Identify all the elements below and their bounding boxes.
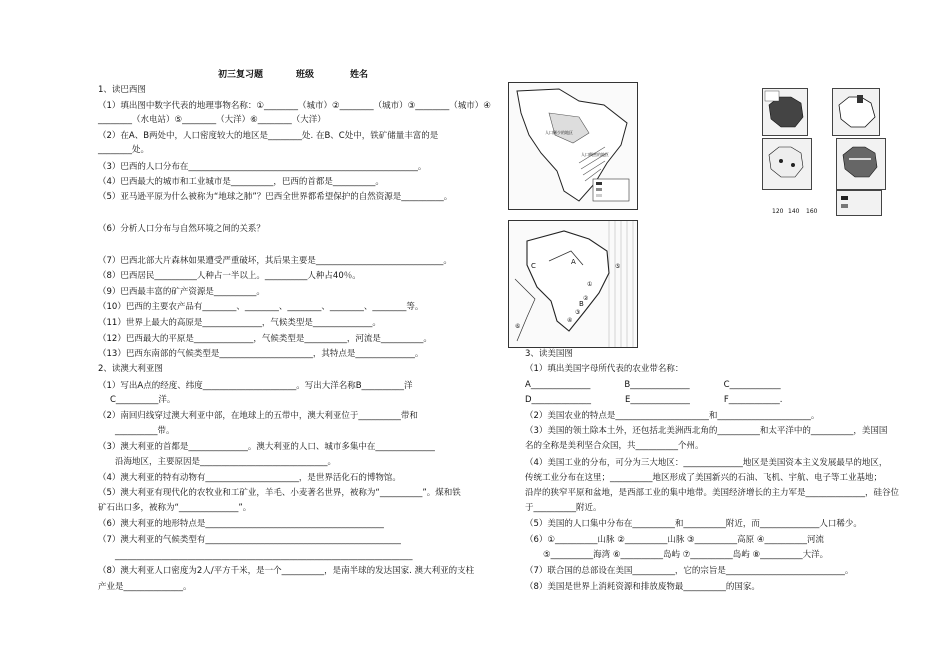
australia-agriculture-map [836, 138, 886, 190]
q1-5: （5）亚马逊平原为什么被称为“地球之肺”？巴西全世界都希望保护的自然资源是__________。 [98, 192, 453, 202]
q2-3-line2: 沿海地区，主要原因是______________________________。 [115, 457, 337, 467]
q3-1: （1）填出美国字母所代表的农业带名称： [525, 364, 684, 374]
brazil-label-3: ③ [575, 309, 581, 316]
brazil-label-c: C [531, 262, 536, 270]
brazil-population-map [508, 82, 638, 210]
q1-3: （3）巴西的人口分布在______________________________________________________。 [98, 162, 427, 172]
q3-6-line2: ⑤__________海湾 ⑥__________岛屿 ⑦__________岛屿 ⑧__________大洋。 [543, 550, 829, 560]
q2-2-line1: （2）南回归线穿过澳大利亚中部，在地球上的五带中，澳大利亚位于__________带和 [98, 411, 418, 421]
q1-11: （11）世界上最大的高原是______________，气候类型是______________。 [98, 318, 381, 328]
q3-4-line3: 沿岸的狭窄平原和盆地，是西部工业的集中地带。美国经济增长的主力军是______________，硅谷位 [525, 488, 900, 498]
q3-4-line4: 于__________附近。 [525, 503, 602, 513]
q3-1-abc: A______________ B______________ C____________ [525, 380, 781, 390]
brazil-label-a: A [571, 258, 576, 266]
q2-8-line1: （8）澳大利亚人口密度为2人/平方千米，是一个__________，是南半球的发达国家. 澳大利亚的支柱 [98, 566, 475, 576]
aus-axis-140: 140 [788, 208, 800, 215]
q3-1-def: D______________ E______________ F____________. [525, 395, 783, 405]
q3-4-line1: （4）美国工业的分布，可分为三大地区：______________地区是美国资本主义发展最早的地区， [525, 458, 888, 468]
q3-3-line2: 名的全称是美利坚合众国，共__________个州。 [525, 441, 704, 451]
q1-heading: 1、读巴西图 [98, 85, 146, 95]
aus-axis-160: 160 [806, 208, 818, 215]
q1-6: （6）分析人口分布与自然环境之间的关系？ [98, 224, 265, 234]
q1-13: （13）巴西东南部的气候类型是______________________，其特点是______________。 [98, 349, 424, 359]
q1-2-line2: ________处。 [98, 145, 150, 155]
q3-8: （8）美国是世界上消耗资源和排放废物最__________的国家。 [525, 582, 760, 592]
q2-6: （6）澳大利亚的地形特点是__________________________________________ [98, 519, 384, 529]
australia-legend-box [836, 190, 882, 216]
q2-5-line1: （5）澳大利亚有现代化的农牧业和工矿业，羊毛、小麦著名世界，被称为“__________”。煤和铁 [98, 488, 461, 498]
q1-9: （9）巴西最丰富的矿产资源是__________。 [98, 287, 265, 297]
aus-axis-120: 120 [772, 208, 784, 215]
q3-4-line2: 传统工业分布在这里；__________地区形成了美国新兴的石油、飞机、宇航、电子等工业基地； [525, 473, 883, 483]
q3-6-line1: （6）①__________山脉 ②__________山脉 ③__________高原 ④__________河流 [525, 535, 824, 545]
brazil-label-4: ④ [567, 317, 573, 324]
q2-2-line2: __________带。 [115, 426, 175, 436]
q1-1-line2: ________（水电站）⑤________（大洋）⑥________（大洋） [98, 115, 326, 125]
q3-7: （7）联合国的总部设在美国__________，它的宗旨是____________________________。 [525, 566, 854, 576]
brazil-label-b: B [579, 300, 584, 308]
q2-1-line1: （1）写出A点的经度、纬度______________________。写出大洋名称B__________洋 [98, 381, 413, 391]
q2-8-line2: 产业是______________。 [98, 582, 192, 592]
q1-2-line1: （2）在A、B两处中，人口密度较大的地区是________处. 在B、C处中，铁矿储量丰富的是 [98, 131, 439, 141]
q1-1-line1: （1）填出图中数字代表的地理事物名称：①________（城市）②________（城市）③________（城市）④ [98, 101, 491, 111]
q3-3-line1: （3）美国的领土除本土外，还包括北美洲西北角的__________和太平洋中的__________，美国国 [525, 426, 888, 436]
australia-rainfall-map [762, 88, 808, 136]
q2-7-line2: ______________________________________________________________________ [115, 551, 413, 561]
q1-4: （4）巴西最大的城市和工业城市是__________，巴西的首都是__________。 [98, 177, 384, 187]
q3-heading: 3、读美国图 [525, 349, 573, 359]
q3-2: （2）美国农业的特点是______________________和______________________。 [525, 411, 820, 421]
q2-1-line2: C__________洋。 [110, 395, 176, 405]
class-label: 班级 [296, 70, 315, 80]
q2-heading: 2、读澳大利亚图 [98, 364, 163, 374]
australia-outline-map [832, 88, 880, 136]
q2-5-line2: 矿石出口多，被称为“______________”。 [98, 503, 252, 513]
q2-4: （4）澳大利亚的特有动物有______________________，是世界活化石的博物馆。 [98, 473, 401, 483]
q2-3-line1: （3）澳大利亚的首都是______________。澳大利亚的人口、城市多集中在______________ [98, 442, 435, 452]
map-label-dense: 人口稠密的地区 [581, 152, 609, 157]
q1-12: （12）巴西最大的平原是______________，气候类型是__________，河流是__________。 [98, 334, 432, 344]
brazil-label-1: ① [587, 281, 593, 288]
q3-5: （5）美国的人口集中分布在__________和__________附近，而______________人口稀少。 [525, 519, 862, 529]
page-title: 初三复习题 [218, 70, 264, 80]
q1-8: （8）巴西居民__________人种占一半以上。__________人种占40％。 [98, 271, 361, 281]
brazil-label-6: ⑥ [515, 323, 521, 330]
map-label-sparse: 人口稀少的地区 [545, 130, 573, 135]
brazil-labeled-map [508, 220, 638, 348]
brazil-label-2: ② [583, 295, 589, 302]
q1-10: （10）巴西的主要农产品有________、________、________、________、________等。 [98, 302, 424, 312]
q2-7-line1: （7）澳大利亚的气候类型有______________________________________________ [98, 535, 401, 545]
q1-7: （7）巴西北部大片森林如果遭受严重破坏，其后果主要是______________________________。 [98, 256, 452, 266]
brazil-label-5: ⑤ [615, 263, 621, 270]
australia-mineral-map [762, 138, 812, 190]
name-label: 姓名 [350, 70, 369, 80]
